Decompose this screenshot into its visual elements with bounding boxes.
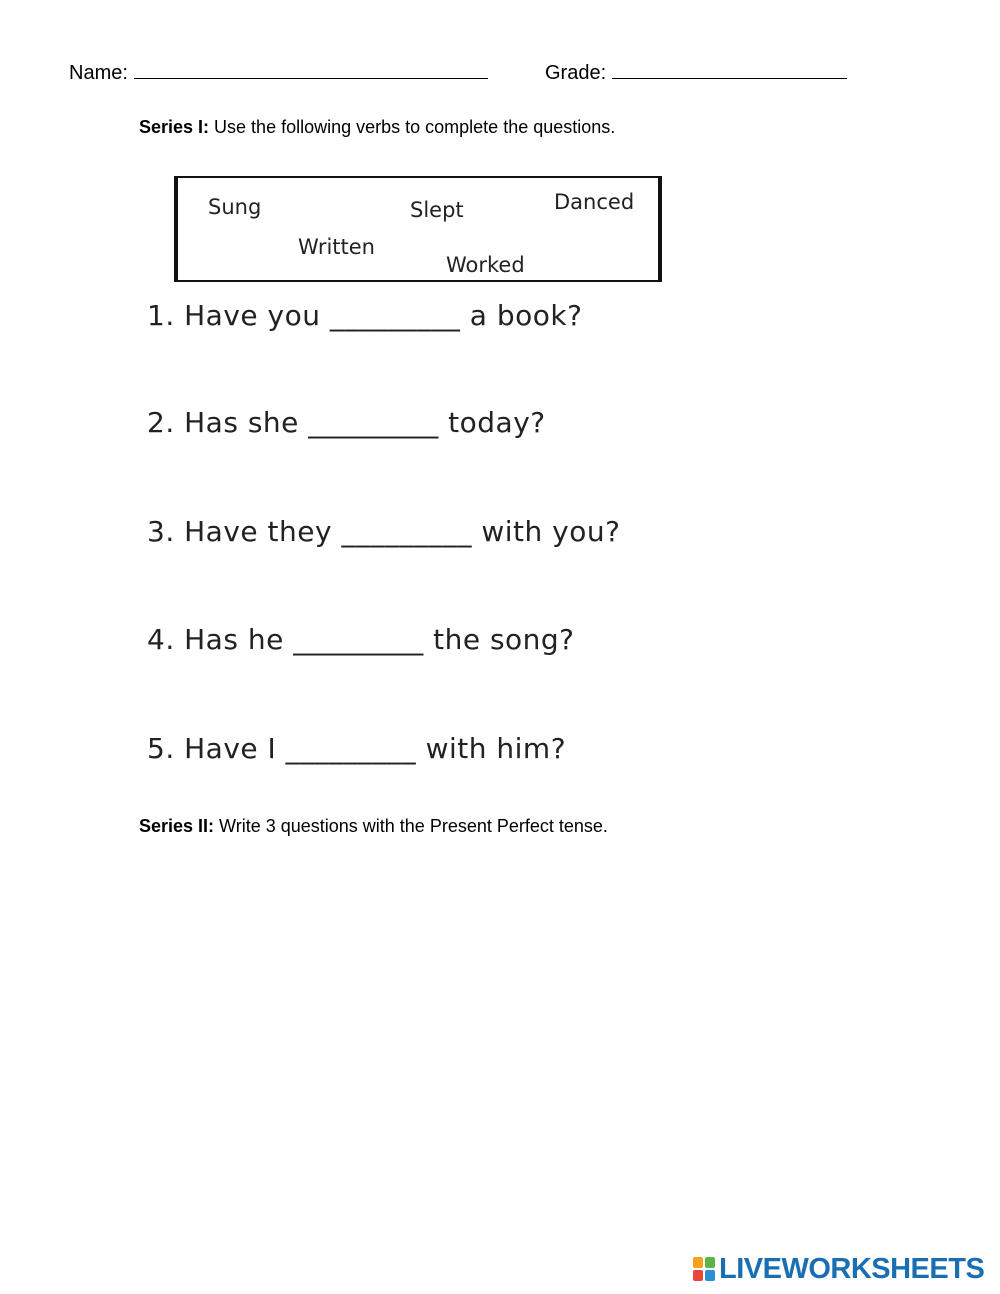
name-blank-line[interactable] xyxy=(134,58,488,79)
grade-field xyxy=(545,58,847,85)
series-1-title: Series I: xyxy=(139,117,210,137)
word-bank-item: Slept xyxy=(410,198,464,222)
word-bank-item: Written xyxy=(298,235,375,259)
word-bank-item: Sung xyxy=(208,195,262,219)
logo-text: LIVEWORKSHEETS xyxy=(719,1252,985,1285)
series-1-instruction xyxy=(139,117,615,138)
question-3: 3. Have they _________ with you? xyxy=(147,515,621,548)
grade-blank-line[interactable] xyxy=(612,58,847,79)
series-2-title: Series II: xyxy=(139,816,215,836)
word-bank xyxy=(174,176,662,282)
word-bank-item: Danced xyxy=(554,190,635,214)
liveworksheets-logo-icon xyxy=(693,1257,715,1281)
series-2-text: Write 3 questions with the Present Perfect tense. xyxy=(214,816,608,836)
series-1-text: Use the following verbs to complete the questions. xyxy=(209,117,616,137)
series-2-instruction xyxy=(139,816,608,837)
question-4: 4. Has he _________ the song? xyxy=(147,623,575,656)
question-2: 2. Has she _________ today? xyxy=(147,406,546,439)
name-label: Name: xyxy=(69,62,128,84)
word-bank-item: Worked xyxy=(446,253,525,277)
grade-label: Grade: xyxy=(545,62,607,84)
question-5: 5. Have I _________ with him? xyxy=(147,732,567,765)
name-field xyxy=(69,58,488,85)
liveworksheets-logo xyxy=(693,1254,984,1284)
question-1: 1. Have you _________ a book? xyxy=(147,299,583,332)
